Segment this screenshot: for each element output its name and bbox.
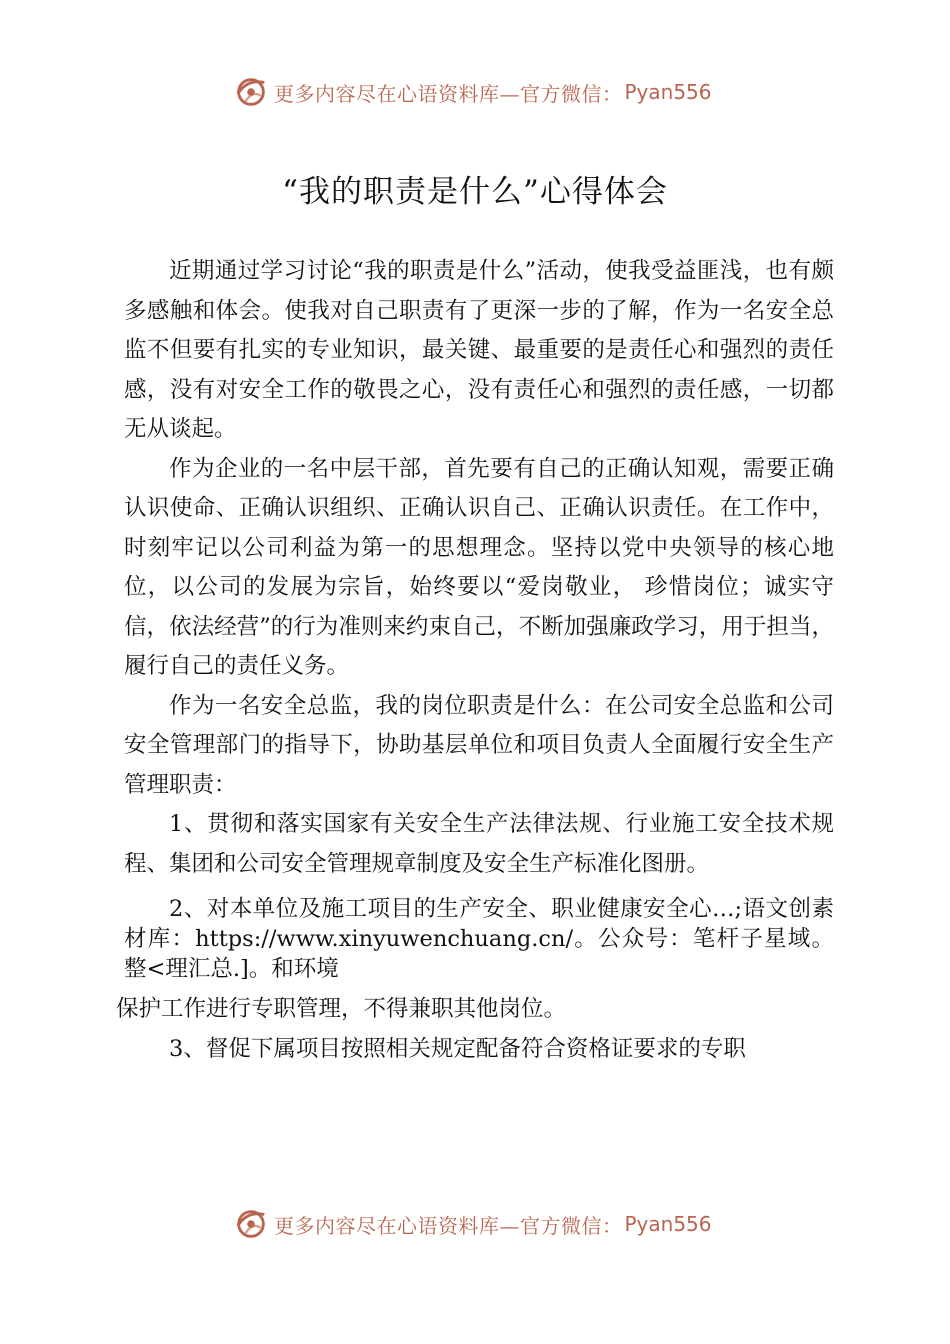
wechat-id: Pyan556 [624, 1212, 712, 1236]
document-body [116, 252, 834, 1069]
paragraph-3: 作为一名安全总监，我的岗位职责是什么：在公司安全总监和公司安全管理部门的指导下，协助基层单位和项目负责人全面履行安全生产管理职责： [124, 692, 834, 798]
logo-icon [232, 1205, 270, 1243]
paragraph-2: 作为企业的一名中层干部，首先要有自己的正确认知观，需要正确认识使命、正确认识组织、正确认识自己、正确认识责任。在工作中，时刻牢记以公司利益为第一的思想理念。坚持以党中央领导的核心地位，以公司的发展为宗旨，始终要以“爱岗敬业， 珍惜岗位；诚实守信，依法经营”的行为准则来约束自己，不断加强廉政学习，用于担当，履行自己的责任义务。 [124, 455, 834, 679]
list-item-2-continuation: 保护工作进行专职管理，不得兼职其他岗位。 [116, 996, 567, 1022]
list-item-1: 1、贯彻和落实国家有关安全生产法律法规、行业施工安全技术规程、集团和公司安全管理规章制度及安全生产标准化图册。 [124, 811, 834, 877]
list-item-3: 3、督促下属项目按照相关规定配备符合资格证要求的专职 [169, 1035, 746, 1062]
logo-icon [232, 73, 270, 111]
header-banner [232, 72, 712, 112]
banner-text: 更多内容尽在心语资料库—官方微信： [274, 1213, 623, 1238]
list-item-2: 2、对本单位及施工项目的生产安全、职业健康安全心…;语文创素材库：https://www.xinyuwenchuang.cn/。公众号：笔杆子星域。整<理汇总.]。和环境 [124, 896, 834, 982]
banner-text: 更多内容尽在心语资料库—官方微信： [274, 81, 623, 106]
footer-banner [232, 1204, 712, 1244]
paragraph-1: 近期通过学习讨论“我的职责是什么”活动，使我受益匪浅，也有颇多感触和体会。使我对自己职责有了更深一步的了解，作为一名安全总监不但要有扎实的专业知识，最关键、最重要的是责任心和强烈的责任感，没有对安全工作的敬畏之心，没有责任心和强烈的责任感，一切都无从谈起。 [124, 258, 834, 442]
page-title: “我的职责是什么”心得体会 [282, 174, 668, 210]
wechat-id: Pyan556 [624, 80, 712, 104]
